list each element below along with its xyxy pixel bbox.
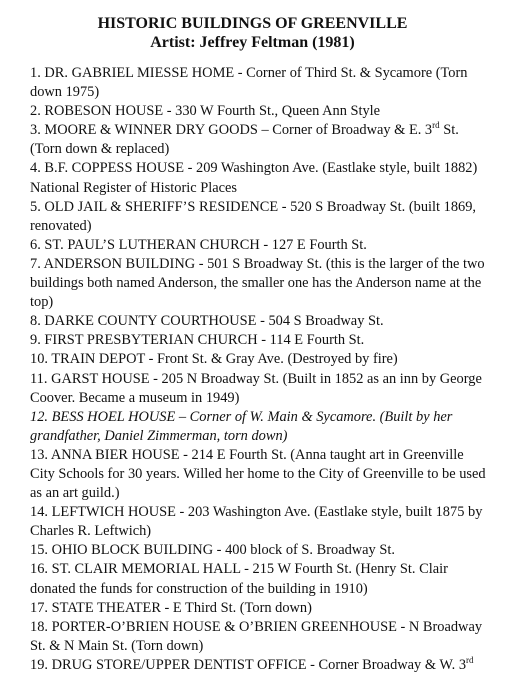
item-number: 13. xyxy=(30,446,48,463)
list-item xyxy=(30,541,487,560)
item-number: 9. xyxy=(30,332,41,349)
item-text: ST. CLAIR MEMORIAL HALL - 215 W Fourth St. (Henry St. Clair donated the funds for construction of the building in 1910) xyxy=(30,561,448,597)
list-item xyxy=(30,350,487,369)
document-title: HISTORIC BUILDINGS OF GREENVILLE xyxy=(97,15,408,32)
item-number: 3. xyxy=(30,122,41,139)
item-text: PORTER-O’BRIEN HOUSE & O’BRIEN GREENHOUSE - N Broadway St. & N Main St. (Torn down) xyxy=(30,618,483,654)
item-number: 11. xyxy=(30,370,48,387)
item-text: DRUG STORE/UPPER DENTIST OFFICE - Corner Broadway & W. 3 xyxy=(51,656,467,673)
item-text: OHIO BLOCK BUILDING - 400 block of S. Broadway St. xyxy=(51,542,395,559)
list-item xyxy=(30,64,487,102)
item-text: OLD JAIL & SHERIFF’S RESIDENCE - 520 S Broadway St. (built 1869, renovated) xyxy=(30,198,476,234)
item-text: ST. PAUL’S LUTHERAN CHURCH - 127 E Fourth St. xyxy=(44,236,367,253)
item-number: 5. xyxy=(30,198,41,215)
list-item xyxy=(30,599,487,618)
item-number: 6. xyxy=(30,236,41,253)
list-item xyxy=(30,370,487,408)
list-item xyxy=(30,102,487,121)
list-item xyxy=(30,121,487,159)
item-text: DR. GABRIEL MIESSE HOME - Corner of Third St. & Sycamore (Torn down 1975) xyxy=(30,65,468,101)
item-text: ANDERSON BUILDING - 501 S Broadway St. (this is the larger of the two buildings both named Anderson, the smaller one has the Anderson name at the top) xyxy=(30,255,485,311)
item-number: 14. xyxy=(30,504,48,521)
item-number: 18. xyxy=(30,618,48,635)
list-item xyxy=(30,198,487,236)
item-number: 10. xyxy=(30,351,48,368)
list-item xyxy=(30,503,487,541)
item-number: 8. xyxy=(30,313,41,330)
item-number: 15. xyxy=(30,542,48,559)
item-number: 19. xyxy=(30,656,48,673)
item-text: ROBESON HOUSE - 330 W Fourth St., Queen Ann Style xyxy=(44,103,381,120)
list-item xyxy=(30,312,487,331)
list-item xyxy=(30,255,487,312)
item-text-continued: St. (Torn down & replaced) xyxy=(30,122,459,158)
item-text: ANNA BIER HOUSE - 214 E Fourth St. (Anna taught art in Greenville City Schools for 30 years. Willed her home to the City of Greenville to be used as an art guild.) xyxy=(30,446,486,502)
list-item xyxy=(30,560,487,598)
item-text: GARST HOUSE - 205 N Broadway St. (Built in 1852 as an inn by George Coover. Became a museum in 1949) xyxy=(30,370,482,406)
item-text: MOORE & WINNER DRY GOODS – Corner of Broadway & E. 3 xyxy=(44,122,433,139)
list-item xyxy=(30,618,487,656)
item-number: 2. xyxy=(30,103,41,120)
artist-line: Artist: Jeffrey Feltman (1981) xyxy=(150,34,355,51)
item-text: B.F. COPPESS HOUSE - 209 Washington Ave. (Eastlake style, built 1882) National Register of Historic Places xyxy=(30,160,478,196)
list-item xyxy=(30,656,487,675)
item-text: TRAIN DEPOT - Front St. & Gray Ave. (Destroyed by fire) xyxy=(51,351,398,368)
item-text: DARKE COUNTY COURTHOUSE - 504 S Broadway St. xyxy=(44,313,384,330)
item-number: 7. xyxy=(30,255,41,272)
document-header xyxy=(18,14,487,52)
list-item xyxy=(30,236,487,255)
list-item xyxy=(30,408,487,446)
item-text: STATE THEATER - E Third St. (Torn down) xyxy=(51,599,312,616)
item-text: FIRST PRESBYTERIAN CHURCH - 114 E Fourth St. xyxy=(44,332,365,349)
building-list xyxy=(30,64,487,675)
list-item xyxy=(30,446,487,503)
list-item xyxy=(30,331,487,350)
item-number: 12. xyxy=(30,408,48,425)
ordinal-suffix: rd xyxy=(432,120,440,131)
item-text: LEFTWICH HOUSE - 203 Washington Ave. (Eastlake style, built 1875 by Charles R. Leftwich) xyxy=(30,504,483,540)
ordinal-suffix: rd xyxy=(466,655,474,666)
item-number: 1. xyxy=(30,65,41,81)
list-item xyxy=(30,159,487,197)
item-number: 17. xyxy=(30,599,48,616)
item-text: BESS HOEL HOUSE – Corner of W. Main & Sycamore. (Built by her grandfather, Daniel Zimmerman, torn down) xyxy=(30,408,453,444)
item-number: 16. xyxy=(30,561,48,578)
item-number: 4. xyxy=(30,160,41,177)
